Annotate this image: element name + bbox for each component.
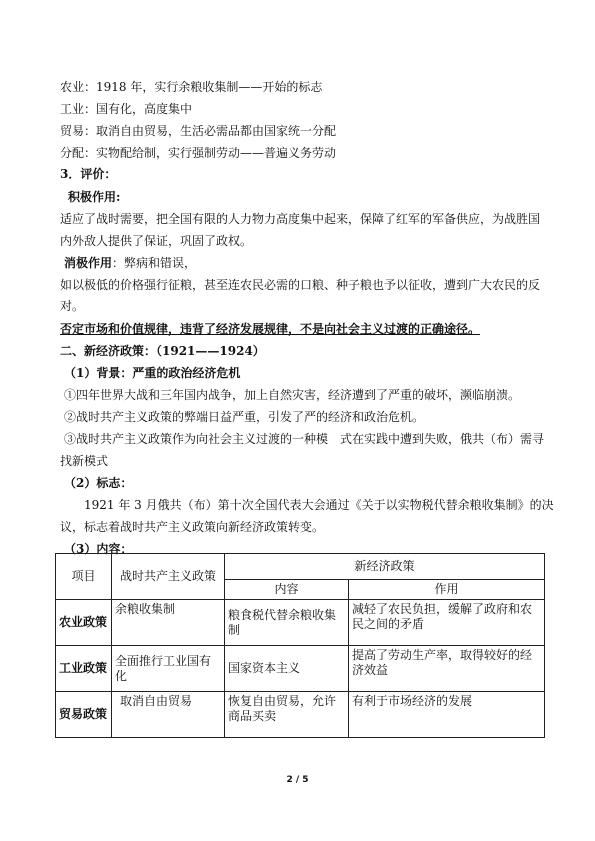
row-nep-effect: 提高了劳动生产率，取得较好的经济效益 [349,646,545,692]
negative-effect-intro: ：弊病和错误， [112,256,197,270]
sign-text-1: 1921 年 3 月俄共（布）第十次全国代表大会通过《关于以实物税代替余粮收集制》的决 [84,498,554,512]
agriculture-line: 农业：1918 年，实行余粮收集制——开始的标志 [60,80,323,94]
row-item: 农业政策 [56,600,112,646]
row-war-policy: 取消自由贸易 [112,692,225,738]
header-effect: 作用 [349,580,545,600]
table-row [56,692,545,738]
background-point-3a: ③战时共产主义政策作为向社会主义过渡的一种模 式在实践中遭到失败，俄共（布）需寻 [64,432,545,446]
negative-effect-heading: 消极作用 [64,256,113,270]
content-heading: （3）内容： [64,542,133,556]
page-number: 2 / 5 [286,775,309,785]
negative-effect-text-1: 如以极低的价格强行征粮，甚至连农民必需的口粮、种子粮也予以征收，遭到广大农民的反 [60,278,541,292]
header-item: 项目 [56,554,112,600]
sign-text-2: 议，标志着战时共产主义政策向新经济政策转变。 [60,520,325,534]
negative-effect-line [64,256,544,271]
header-war-communism: 战时共产主义政策 [112,554,225,600]
positive-effect-text-2: 内外敌人提供了保证，巩固了政权。 [60,234,253,248]
sign-heading: （2）标志： [64,476,133,490]
trade-line: 贸易：取消自由贸易，生活必需品都由国家统一分配 [60,124,337,138]
conclusion-line: 否定市场和价值规律，违背了经济发展规律，不是向社会主义过渡的正确途径。 [60,322,481,336]
positive-effect-text-1: 适应了战时需要，把全国有限的人力物力高度集中起来，保障了红军的军备供应，为战胜国 [60,212,541,226]
table-row [56,646,545,692]
distribution-line: 分配：实物配给制，实行强制劳动——普遍义务劳动 [60,146,337,160]
policy-comparison-table [55,553,545,738]
evaluation-heading: 3．评价： [60,167,117,181]
nep-heading: 二、新经济政策：（1921——1924） [60,344,265,358]
row-war-policy: 全面推行工业国有化 [112,646,225,692]
row-item: 贸易政策 [56,692,112,738]
background-heading: （1）背景：严重的政治经济危机 [64,366,241,380]
header-nep: 新经济政策 [225,554,545,580]
row-item: 工业政策 [56,646,112,692]
row-nep-effect: 有利于市场经济的发展 [349,692,545,738]
background-point-3b: 找新模式 [60,454,109,468]
row-nep-effect: 减轻了农民负担，缓解了政府和农民之间的矛盾 [349,600,545,646]
background-point-1: ①四年世界大战和三年国内战争，加上自然灾害，经济遭到了严重的破坏，濒临崩溃。 [64,388,521,402]
row-war-policy: 余粮收集制 [112,600,225,646]
header-content: 内容 [225,580,349,600]
industry-line: 工业：国有化，高度集中 [60,102,193,116]
row-nep-content: 粮食税代替余粮收集制 [225,600,349,646]
background-point-2: ②战时共产主义政策的弊端日益严重，引发了严的经济和政治危机。 [64,410,425,424]
table-row [56,600,545,646]
row-nep-content: 恢复自由贸易，允许商品买卖 [225,692,349,738]
negative-effect-text-2: 对。 [60,299,85,313]
positive-effect-heading: 积极作用: [68,190,121,204]
row-nep-content: 国家资本主义 [225,646,349,692]
